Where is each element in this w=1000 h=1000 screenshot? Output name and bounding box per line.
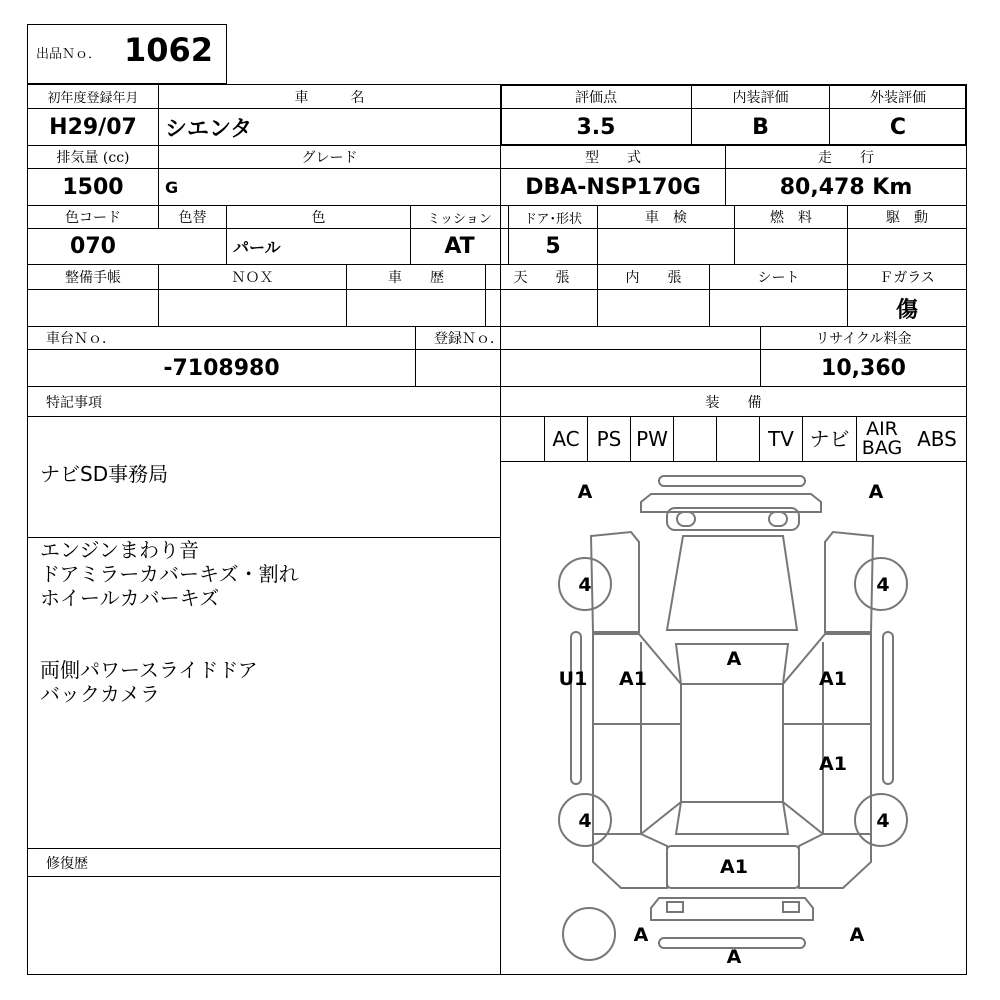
lot-number-value: 1062 [124, 31, 214, 69]
special-notes-line1: ナビSD事務局 [40, 462, 169, 486]
transmission-label: ミッション [427, 211, 492, 227]
equipment-row [501, 416, 967, 462]
equipment-ps: PS [596, 426, 622, 451]
maintenance-book-label: 整備手帳 [65, 270, 121, 286]
mark-tire-rr: 4 [876, 810, 890, 832]
color-code-label: 色コード [65, 210, 121, 226]
color-value: パール [233, 238, 281, 257]
repaint-value [159, 229, 226, 264]
equipment-abs: ABS [917, 426, 957, 451]
first-registration-value: H29/07 [49, 114, 137, 140]
mark-front-left: A [577, 481, 593, 503]
mark-tire-fl: 4 [578, 574, 592, 596]
first-registration-label: 初年度登録年月 [47, 91, 139, 106]
equipment-airbag: AIR BAG [861, 417, 903, 459]
special-notes-block: エンジンまわり音 ドアミラーカバーキズ・割れ ホイールカバーキズ 両側パワースライドドア バックカメラ [40, 538, 299, 706]
nox-label: ＮＯＸ [231, 270, 274, 286]
fuel-value [735, 229, 847, 264]
car-history-label: 車 歴 [388, 270, 444, 286]
mark-rear-left: A [633, 924, 649, 946]
repaint-label: 色替 [178, 210, 207, 226]
equipment-pw: PW [636, 426, 668, 451]
transmission-value: AT [444, 234, 475, 259]
car-name-value: シエンタ [165, 116, 253, 142]
equipment-label: 装 備 [705, 394, 762, 411]
mileage-label: 走 行 [818, 150, 874, 166]
mark-hood: A [726, 648, 742, 670]
car-damage-diagram [501, 462, 966, 974]
door-shape-label: ドア･形状 [523, 211, 583, 227]
displacement-label: 排気量 (cc) [56, 150, 130, 166]
exterior-grade-label: 外装評価 [870, 89, 926, 106]
headliner-label: 内 張 [625, 270, 682, 286]
registration-number-label: 登録Ｎｏ． [434, 331, 504, 347]
mark-left-rocker: U1 [558, 668, 588, 690]
mark-right-rear-door: A1 [819, 753, 847, 775]
drive-value [848, 229, 966, 264]
front-glass-value: 傷 [895, 296, 918, 323]
mark-left-door: A1 [619, 668, 647, 690]
equipment-ac: AC [552, 426, 580, 451]
exterior-grade-value: C [889, 114, 907, 140]
mark-rear-right: A [849, 924, 865, 946]
interior-grade-value: B [752, 114, 769, 140]
mark-tire-fr: 4 [876, 574, 890, 596]
sunroof-label: 天 張 [513, 270, 570, 286]
mark-rear-bumper: A [726, 946, 742, 968]
recycle-fee-value: 10,360 [821, 355, 906, 381]
displacement-value: 1500 [62, 174, 124, 200]
equipment-tv: TV [768, 426, 794, 451]
grade-value: G [165, 177, 179, 197]
lot-number-label: 出品Ｎｏ． [36, 47, 102, 62]
interior-grade-label: 内装評価 [732, 89, 789, 106]
inspection-value [598, 229, 734, 264]
mark-front-right: A [868, 481, 884, 503]
special-notes-label: 特記事項 [46, 394, 102, 411]
door-shape-value: 5 [545, 234, 561, 259]
lot-number-box [27, 24, 227, 84]
drive-label: 駆 動 [886, 210, 928, 226]
chassis-number-value: -7108980 [163, 355, 280, 381]
front-glass-label: Ｆガラス [879, 270, 935, 286]
color-label: 色 [311, 210, 326, 226]
color-code-value: 070 [70, 234, 116, 259]
model-code-value: DBA-NSP170G [525, 174, 701, 200]
recycle-fee-label: リサイクル料金 [815, 331, 912, 347]
model-code-label: 型 式 [585, 150, 641, 166]
grade-label: グレード [301, 150, 358, 166]
score-value: 3.5 [576, 114, 616, 140]
fuel-label: 燃 料 [770, 210, 812, 226]
seat-label: シート [757, 270, 800, 286]
score-label: 評価点 [575, 89, 617, 106]
equipment-navi: ナビ [809, 426, 850, 451]
car-name-label: 車 名 [294, 89, 365, 106]
chassis-number-label: 車台Ｎｏ． [46, 331, 116, 347]
mark-tire-rl: 4 [578, 810, 592, 832]
repair-history-label: 修復歴 [46, 855, 88, 872]
mark-right-door: A1 [819, 668, 847, 690]
registration-number-value [416, 350, 760, 386]
mileage-value: 80,478 Km [779, 174, 913, 200]
inspection-label: 車 検 [645, 210, 687, 226]
mark-rear-gate: A1 [720, 856, 748, 878]
